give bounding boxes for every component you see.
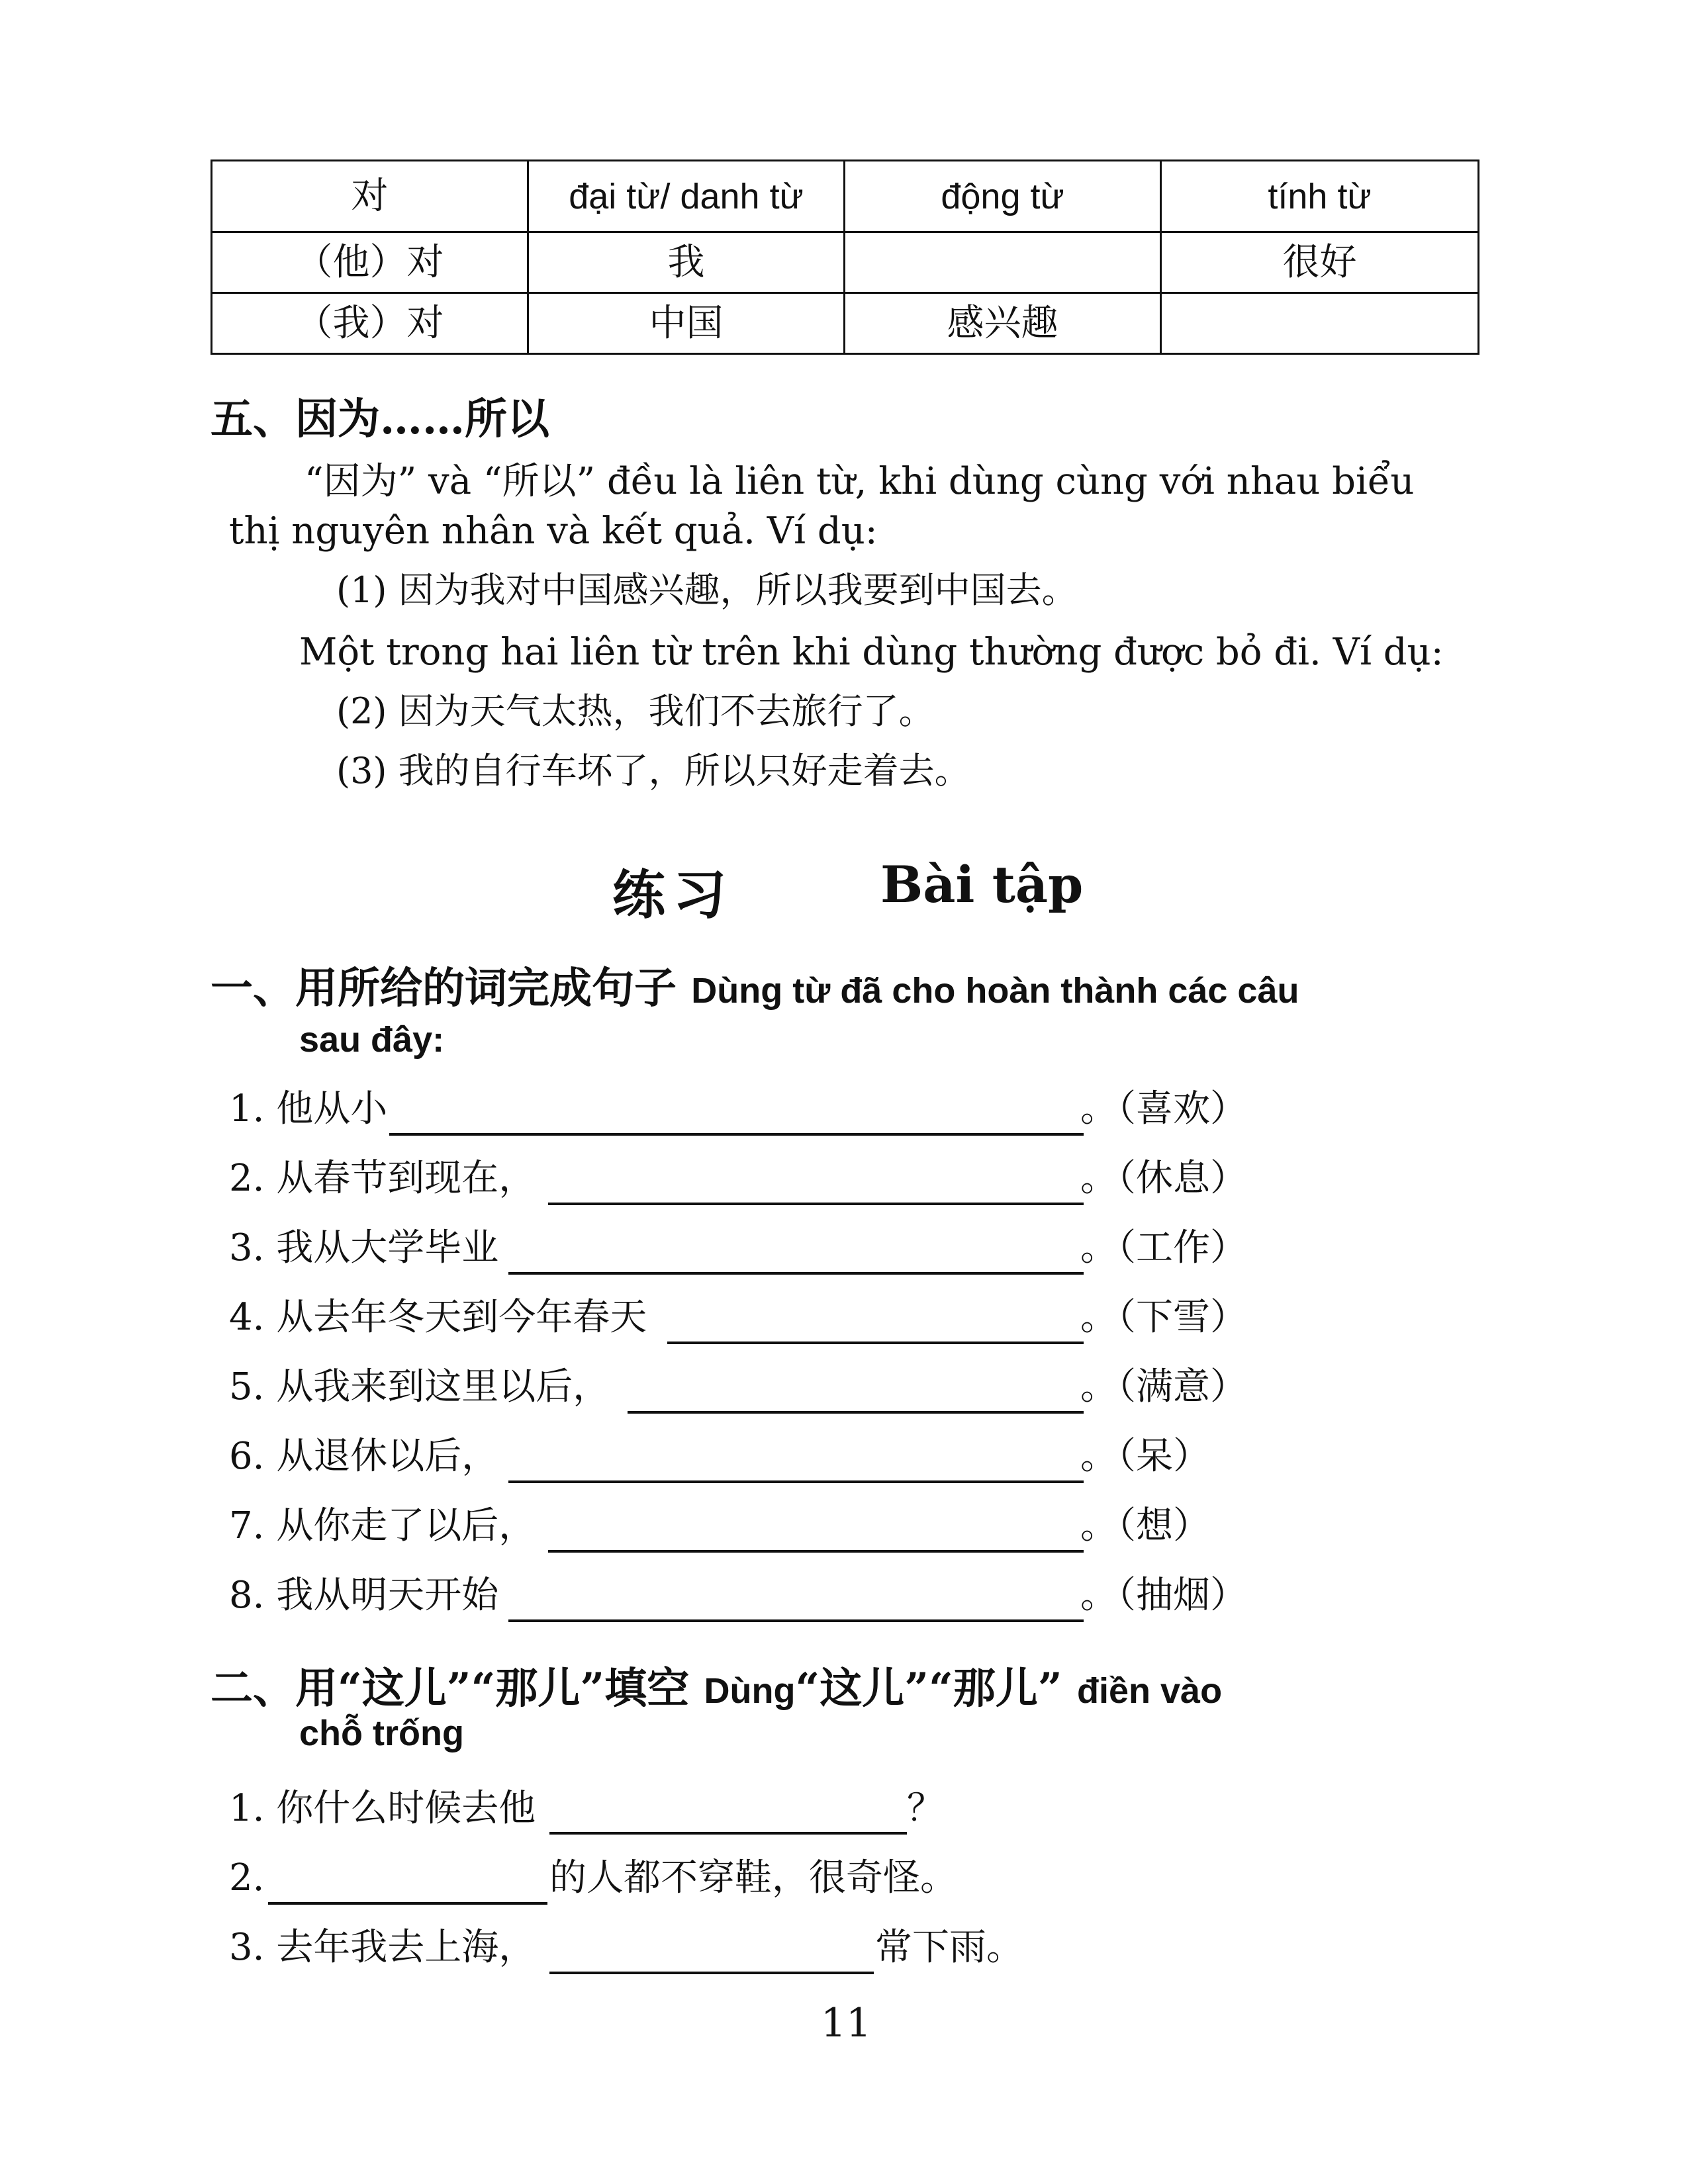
answer-blank[interactable] [508,1480,1084,1483]
question-heading-vn-cont: sau đây: [299,1020,445,1060]
word-hint: 。（下雪） [1080,1296,1247,1339]
item-prefix: 4. 从去年冬天到今年春天 [229,1296,647,1339]
item-prefix: 2. [229,1856,265,1899]
table-cell: 感兴趣 [845,293,1161,354]
page-number: 11 [821,2000,872,2046]
explanation-line: Một trong hai liên từ trên khi dùng thường được bỏ đi. Ví dụ: [299,631,1444,674]
table-header-cell: tính từ [1161,161,1479,232]
item-prefix: 1. 你什么时候去他 [229,1787,536,1830]
item-prefix: 1. 他从小 [229,1087,388,1130]
exercise-title-vn: Bài tập [880,855,1084,914]
fill-item-1 [229,1787,536,1837]
table-header-row [212,161,1479,232]
item-prefix: 3. 去年我去上海， [229,1926,536,1969]
table-row [212,293,1479,354]
word-hint: 。（满意） [1080,1365,1247,1408]
word-hint: 。（想） [1080,1504,1210,1547]
table-cell: 中国 [528,293,845,354]
word-hint: 。（工作） [1080,1226,1247,1269]
question-heading-zh: 二、用“这儿”“那儿”填空 [211,1664,690,1713]
question-heading-quote: “这儿”“那儿” [795,1664,1062,1713]
answer-blank[interactable] [508,1619,1084,1622]
table-row [212,232,1479,293]
word-hint: 。（休息） [1080,1157,1247,1200]
item-prefix: 8. 我从明天开始 [229,1574,499,1617]
question-heading [211,954,1299,1015]
item-prefix: 3. 我从大学毕业 [229,1226,499,1269]
grammar-table [211,159,1479,355]
answer-blank[interactable] [628,1411,1084,1414]
explanation-line: “因为” và “所以” đều là liên từ, khi dùng cùng với nhau biểu [305,460,1415,503]
table-header-cell: 对 [212,161,528,232]
table-cell [1161,293,1479,354]
table-cell [845,232,1161,293]
word-hint: 。（喜欢） [1080,1087,1247,1130]
table-cell: （我）对 [212,293,528,354]
answer-blank[interactable] [548,1203,1084,1205]
answer-blank[interactable] [667,1342,1084,1344]
question-heading-vn: điền vào [1077,1671,1223,1711]
example-sentence: (3) 我的自行车坏了，所以只好走着去。 [336,750,970,792]
answer-blank[interactable] [549,1832,907,1835]
table-header-cell: động từ [845,161,1161,232]
answer-blank[interactable] [389,1133,1084,1136]
item-suffix: 的人都不穿鞋，很奇怪。 [549,1856,957,1899]
item-prefix: 7. 从你走了以后， [229,1504,536,1547]
item-prefix: 6. 从退休以后， [229,1435,499,1478]
explanation-line: thị nguyên nhân và kết quả. Ví dụ: [229,510,878,553]
question-heading-vn-cont: chỗ trống [299,1713,464,1753]
example-sentence: (1) 因为我对中国感兴趣，所以我要到中国去。 [336,569,1078,611]
question-heading-zh: 一、用所给的词完成句子 [211,964,677,1013]
item-suffix: ？ [907,1787,944,1830]
item-prefix: 2. 从春节到现在， [229,1157,536,1200]
answer-blank[interactable] [508,1272,1084,1275]
exercise-title-zh: 练习 [612,864,734,926]
question-heading-vn: Dùng [704,1671,796,1711]
question-heading-vn: Dùng từ đã cho hoàn thành các câu [691,971,1299,1011]
item-suffix: 常下雨。 [875,1926,1023,1969]
question-heading [211,1655,1222,1715]
table-cell: （他）对 [212,232,528,293]
word-hint: 。（呆） [1080,1435,1210,1478]
answer-blank[interactable] [549,1972,874,1974]
table-cell: 我 [528,232,845,293]
answer-blank[interactable] [548,1550,1084,1553]
example-sentence: (2) 因为天气太热，我们不去旅行了。 [336,690,935,732]
word-hint: 。（抽烟） [1080,1574,1247,1617]
answer-blank[interactable] [268,1902,547,1905]
section-heading: 五、因为……所以 [211,394,549,444]
table-cell: 很好 [1161,232,1479,293]
table-header-cell: đại từ/ danh từ [528,161,845,232]
item-prefix: 5. 从我来到这里以后， [229,1365,610,1408]
